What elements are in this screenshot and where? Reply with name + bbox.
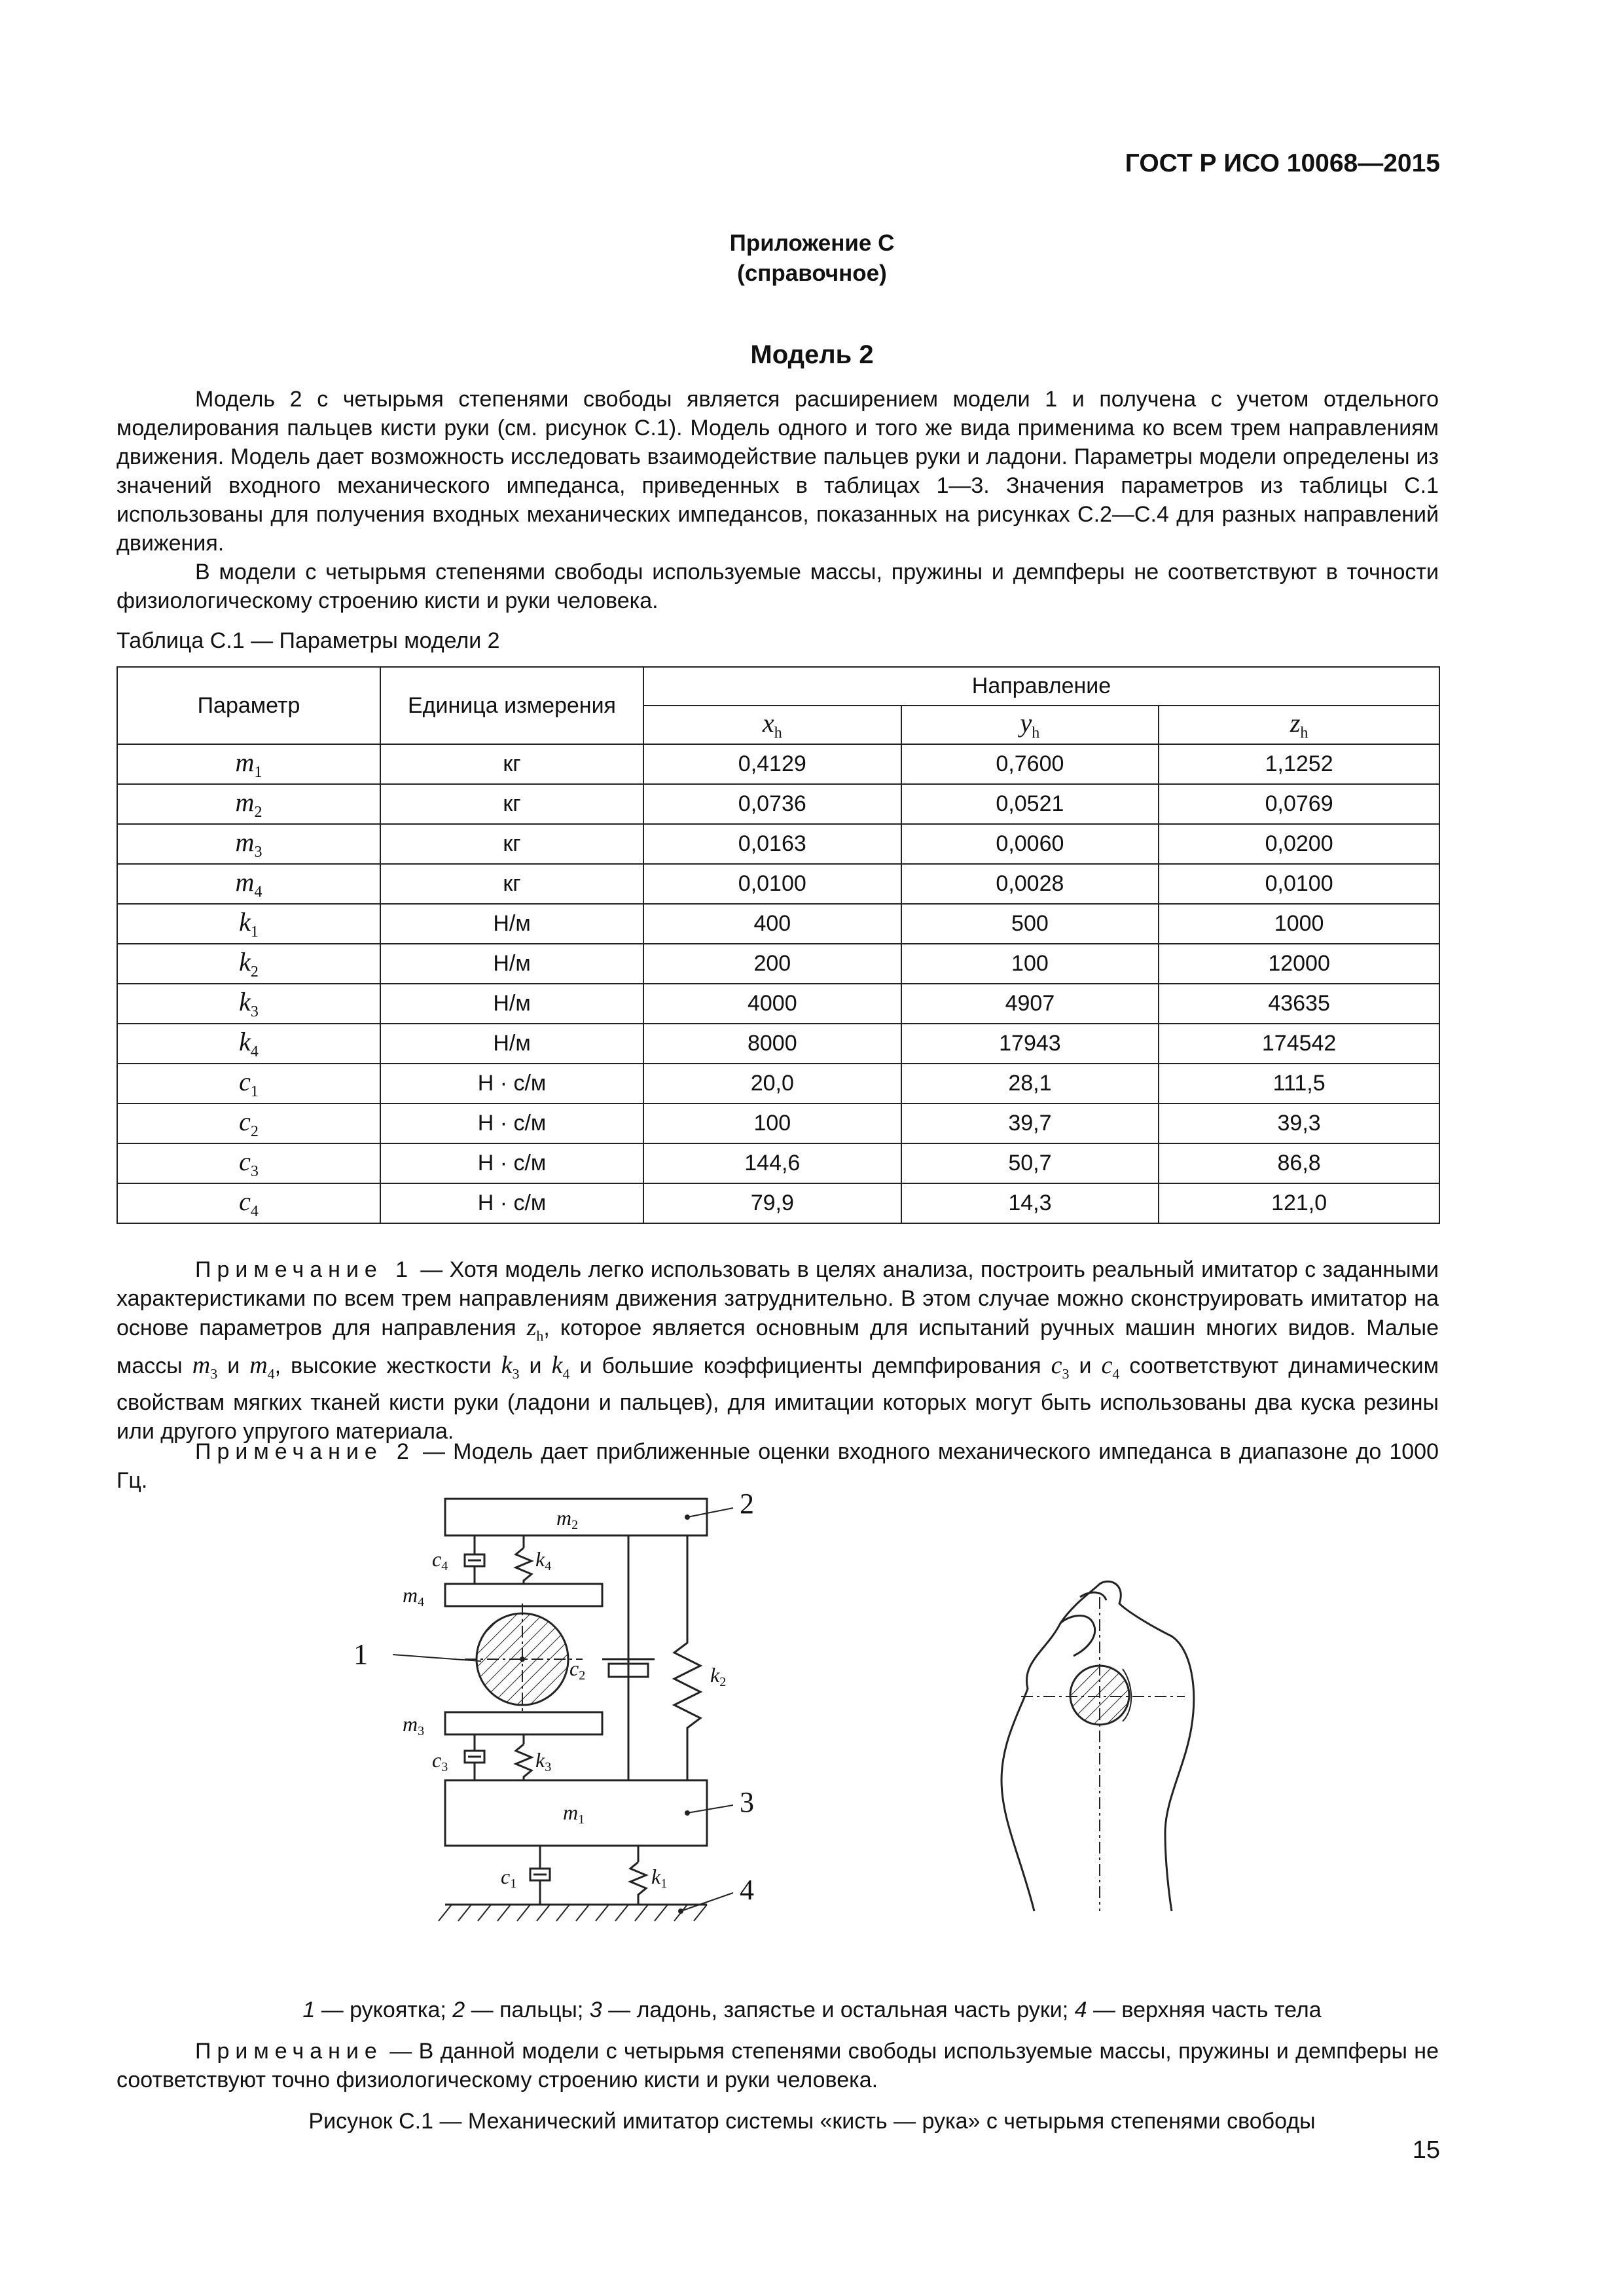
cell-x: 100 [643,1103,901,1143]
cell-parameter: $m_3$ [117,824,380,864]
spring-k2 [674,1623,700,1806]
cell-y: 0,0521 [901,784,1159,824]
cell-unit: Н · с/м [380,1064,643,1103]
cell-y: 0,7600 [901,744,1159,784]
cell-z: 0,0200 [1159,824,1439,864]
cell-unit: кг [380,864,643,904]
cell-parameter: $m_2$ [117,784,380,824]
cell-z: 43635 [1159,984,1439,1024]
appendix-title: Приложение С [729,230,895,256]
spring-k3 [516,1744,532,1780]
header-direction: Направление [643,667,1439,706]
cell-y: 17943 [901,1024,1159,1064]
document-code: ГОСТ Р ИСО 10068—2015 [1125,149,1440,177]
cell-unit: Н/м [380,1024,643,1064]
label-c3: c3 [432,1748,448,1774]
table-row [117,904,1439,944]
cell-unit: кг [380,824,643,864]
label-k3: k3 [535,1748,552,1774]
cell-x: 4000 [643,984,901,1024]
cell-unit: Н/м [380,904,643,944]
cell-z: 86,8 [1159,1143,1439,1183]
header-unit: Единица измерения [380,667,643,744]
cell-x: 144,6 [643,1143,901,1183]
cell-x: 20,0 [643,1064,901,1103]
cell-parameter: $k_4$ [117,1024,380,1064]
cell-parameter: $m_4$ [117,864,380,904]
table-row [117,1103,1439,1143]
header-direction-z: $z_h$ [1159,706,1439,744]
table-row [117,984,1439,1024]
table-row [117,1143,1439,1183]
cell-z: 0,0100 [1159,864,1439,904]
label-c1: c1 [501,1865,517,1891]
cell-x: 0,0100 [643,864,901,904]
label-m1: m1 [563,1801,585,1827]
cell-parameter: $k_3$ [117,984,380,1024]
cell-y: 28,1 [901,1064,1159,1103]
page-number: 15 [1412,2136,1440,2164]
cell-y: 39,7 [901,1103,1159,1143]
cell-parameter: $c_4$ [117,1183,380,1223]
table-row [117,944,1439,984]
callout-4: 4 [740,1874,754,1906]
label-k4: k4 [535,1547,552,1573]
cell-z: 121,0 [1159,1183,1439,1223]
mechanical-model-figure [340,1492,1270,1990]
label-k1: k1 [651,1865,668,1891]
figure-caption: Рисунок С.1 — Механический имитатор системы «кисть — рука» с четырьмя степенями свободы [308,2109,1316,2134]
cell-z: 39,3 [1159,1103,1439,1143]
cell-z: 111,5 [1159,1064,1439,1103]
mass-m3-block [445,1712,602,1734]
table-row [117,744,1439,784]
cell-x: 8000 [643,1024,901,1064]
cell-parameter: $c_2$ [117,1103,380,1143]
cell-y: 500 [901,904,1159,944]
cell-unit: Н/м [380,944,643,984]
table-row [117,1064,1439,1103]
cell-y: 100 [901,944,1159,984]
label-k2: k2 [710,1663,727,1689]
appendix-type: (справочное) [737,260,887,286]
cell-x: 400 [643,904,901,944]
cell-z: 1000 [1159,904,1439,944]
cell-x: 0,0736 [643,784,901,824]
note-2: Примечание 2 — Модель дает приближенные оценки входного механического импеданса в диапазоне до 1000 Гц. [117,1439,1439,1493]
label-m2: m2 [556,1506,579,1532]
cell-x: 0,0163 [643,824,901,864]
spring-k1 [630,1862,646,1905]
figure-legend: 1 — рукоятка; 2 — пальцы; 3 — ладонь, запястье и остальная часть руки; 4 — верхняя часть тела [302,1998,1322,2022]
cell-x: 200 [643,944,901,984]
paragraph: В модели с четырьмя степенями свободы используемые массы, пружины и демпферы не соответствуют в точности физиологическому строению кисти и руки человека. [117,560,1439,613]
cell-y: 4907 [901,984,1159,1024]
mass-m4-block [445,1584,602,1606]
header-parameter: Параметр [117,667,380,744]
note-3: Примечание — В данной модели с четырьмя степенями свободы используемые массы, пружины и демпферы не соответствуют точно физиологическому строению кисти и руки человека. [117,2039,1439,2092]
cell-unit: Н · с/м [380,1143,643,1183]
cell-y: 0,0060 [901,824,1159,864]
cell-y: 14,3 [901,1183,1159,1223]
note-1: Примечание 1 — Хотя модель легко использовать в целях анализа, построить реальный имитатор с заданными характеристиками по всем трем направлениям движения затруднительно. В этом случае можно сконструировать имитатор на основе параметров для направления $z_h$, которое является основным для испытаний ручных машин многих видов. Малые массы $m_3$ и $m_4$, высокие жесткости $k_3$ и $k_4$ и большие коэффициенты демпфирования $c_3$ и $c_4$ соответствуют динамическим свойствам мягких тканей кисти руки (ладони и пальцев), для имитации которых могут быть использованы два куска резины или другого упругого материала. [117,1257,1439,1444]
cell-unit: кг [380,784,643,824]
callout-1: 1 [353,1638,368,1670]
cell-unit: Н · с/м [380,1183,643,1223]
table-row [117,1183,1439,1223]
cell-unit: Н · с/м [380,1103,643,1143]
cell-z: 174542 [1159,1024,1439,1064]
callout-3: 3 [740,1786,754,1818]
cell-x: 79,9 [643,1183,901,1223]
label-m4: m4 [403,1583,425,1609]
label-m3: m3 [403,1712,425,1738]
cell-parameter: $k_2$ [117,944,380,984]
parameters-table [117,666,1440,1224]
table-row [117,864,1439,904]
cell-y: 50,7 [901,1143,1159,1183]
header-direction-x: $x_h$ [643,706,901,744]
cell-unit: кг [380,744,643,784]
cell-parameter: $c_3$ [117,1143,380,1183]
cell-parameter: $k_1$ [117,904,380,944]
table-row [117,1024,1439,1064]
label-c2: c2 [569,1657,586,1683]
table-row [117,784,1439,824]
callout-2: 2 [740,1492,754,1520]
cell-y: 0,0028 [901,864,1159,904]
cell-unit: Н/м [380,984,643,1024]
cell-parameter: $c_1$ [117,1064,380,1103]
cell-z: 0,0769 [1159,784,1439,824]
cell-parameter: $m_1$ [117,744,380,784]
spring-k4 [516,1548,532,1584]
cell-z: 12000 [1159,944,1439,984]
table-row [117,824,1439,864]
section-title: Модель 2 [750,340,874,369]
cell-x: 0,4129 [643,744,901,784]
label-c4: c4 [432,1547,448,1573]
table-caption: Таблица С.1 — Параметры модели 2 [117,628,500,653]
paragraph: Модель 2 с четырьмя степенями свободы является расширением модели 1 и получена с учетом отдельного моделирования пальцев кисти руки (см. рисунок С.1). Модель одного и того же вида применима ко всем трем направлениям движения. Модель дает возможность исследовать взаимодействие пальцев руки и ладони. Параметры модели определены из значений входного механического импеданса, приведенных в таблицах 1—3. Значения параметров из таблицы С.1 использованы для получения входных механических импедансов, показанных на рисунках С.2—С.4 для разных направлений движения. [117,387,1439,556]
header-direction-y: $y_h$ [901,706,1159,744]
hand-sketch [1001,1581,1194,1911]
cell-z: 1,1252 [1159,744,1439,784]
